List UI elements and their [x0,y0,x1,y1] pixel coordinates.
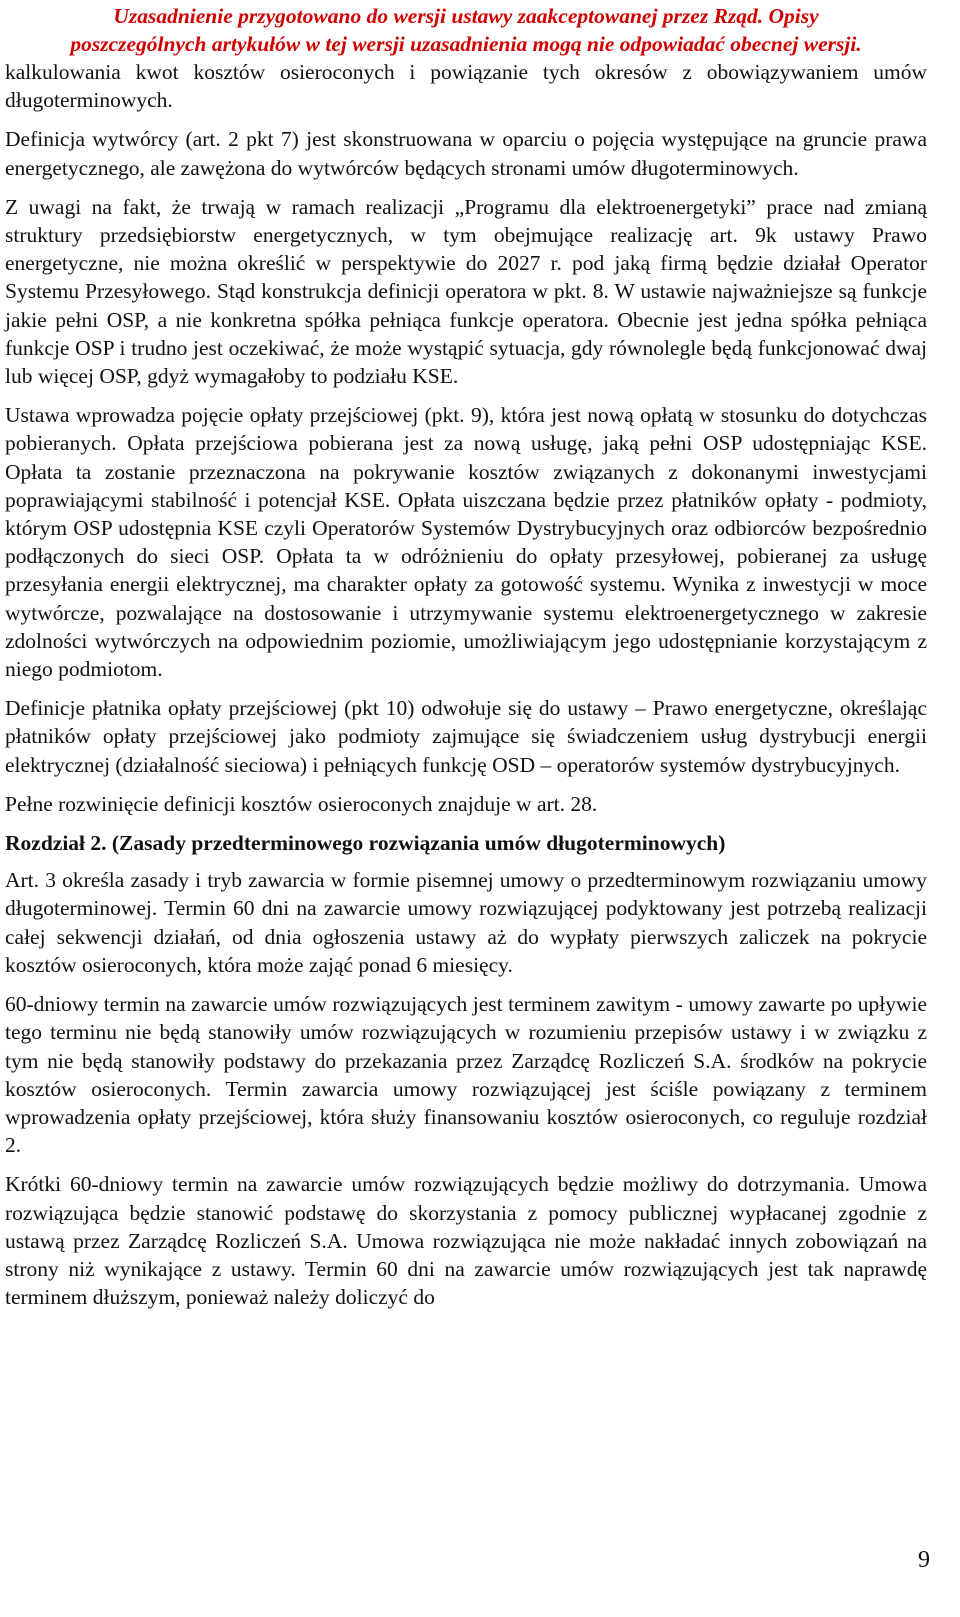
draft-notice [5,2,927,58]
paragraph-producer-definition: Definicja wytwórcy (art. 2 pkt 7) jest skonstruowana w oparciu o pojęcia występujące na gruncie prawa energetycznego, ale zawężona do wytwórców będących stronami umów długoterminowych. [5,127,927,180]
paragraph-short-deadline: Krótki 60-dniowy termin na zawarcie umów rozwiązujących będzie możliwy do dotrzymania. Umowa rozwiązująca będzie stanowić podstawę do skorzystania z pomocy publicznej wypłacanej zgodnie z ustawą przez Zarządcę Rozliczeń S.A. Umowa rozwiązująca nie może nakładać innych zobowiązań na strony niż wynikające z ustawy. Termin 60 dni na zawarcie umów rozwiązujących jest tak naprawdę terminem dłuższym, ponieważ należy doliczyć do [5,1172,927,1310]
document-page [0,2,960,1617]
paragraph-60-day-deadline: 60-dniowy termin na zawarcie umów rozwiązujących jest terminem zawitym - umowy zawarte po upływie tego terminu nie będą stanowiły umów rozwiązujących w rozumieniu przepisów ustawy i w związku z tym nie będą stanowiły podstawy do przekazania przez Zarządcę Rozliczeń S.A. środków na pokrycie kosztów osieroconych. Termin zawarcia umowy rozwiązującej jest ściśle powiązany z terminem wprowadzenia opłaty przejściowej, która służy finansowaniu kosztów osieroconych, co reguluje rozdział 2. [5,992,927,1158]
page-number: 9 [918,1547,930,1573]
paragraph-continuation: kalkulowania kwot kosztów osieroconych i powiązanie tych okresów z obowiązywaniem umów długoterminowych. [5,60,927,113]
draft-notice-line-1: Uzasadnienie przygotowano do wersji ustawy zaakceptowanej przez Rząd. Opisy [113,4,819,28]
paragraph-fee-payer-definition: Definicje płatnika opłaty przejściowej (pkt 10) odwołuje się do ustawy – Prawo energetyczne, określając płatników opłaty przejściowej jako podmioty zajmujące się świadczeniem usług dystrybucji energii elektrycznej (działalność sieciowa) i pełniących funkcję OSD – operatorów systemów dystrybucyjnych. [5,696,927,777]
paragraph-stranded-costs-reference: Pełne rozwinięcie definicji kosztów osieroconych znajduje w art. 28. [5,791,598,816]
draft-notice-line-2: poszczególnych artykułów w tej wersji uzasadnienia mogą nie odpowiadać obecnej wersji. [70,32,862,56]
chapter-heading: Rozdział 2. (Zasady przedterminowego rozwiązania umów długoterminowych) [5,831,726,856]
paragraph-transition-fee: Ustawa wprowadza pojęcie opłaty przejściowej (pkt. 9), która jest nową opłatą w stosunku do dotychczas pobieranych. Opłata przejściowa pobierana jest za nową usługę, jaką pełni OSP udostępniając KSE. Opłata ta zostanie przeznaczona na pokrywanie kosztów związanych z dokonanymi inwestycjami poprawiającymi stabilność i potencjał KSE. Opłata uiszczana będzie przez płatników opłaty - podmioty, którym OSP udostępnia KSE czyli Operatorów Systemów Dystrybucyjnych oraz odbiorców bezpośrednio podłączonych do sieci OSP. Opłata ta w odróżnieniu do opłaty przesyłowej, pobieranej za usługę przesyłania energii elektrycznej, ma charakter opłaty za gotowość systemu. Wynika z inwestycji w moce wytwórcze, pozwalające na dostosowanie i utrzymywanie systemu elektroenergetycznego w zakresie zdolności wytwórczych na odpowiednim poziomie, umożliwiającym jego udostępnianie korzystającym z niego podmiotom. [5,403,927,682]
paragraph-article-3: Art. 3 określa zasady i tryb zawarcia w formie pisemnej umowy o przedterminowym rozwiązaniu umowy długoterminowej. Termin 60 dni na zawarcie umowy rozwiązującej podyktowany jest potrzebą realizacji całej sekwencji działań, od dnia ogłoszenia ustawy aż do wypłaty pierwszych zaliczek na pokrycie kosztów osieroconych, która może zająć ponad 6 miesięcy. [5,868,927,977]
paragraph-operator-definition: Z uwagi na fakt, że trwają w ramach realizacji „Programu dla elektroenergetyki” prace nad zmianą struktury przedsiębiorstw energetycznych, w tym obejmujące realizację art. 9k ustawy Prawo energetyczne, nie można określić w perspektywie do 2027 r. pod jaką firmą będzie działał Operator Systemu Przesyłowego. Stąd konstrukcja definicji operatora w pkt. 8. W ustawie najważniejsze są funkcje jakie pełni OSP, a nie konkretna spółka pełniąca funkcje operatora. Obecnie jest jedna spółka pełniąca funkcje OSP i trudno jest oczekiwać, że może wystąpić sytuacja, gdy równolegle będą funkcjonować dwaj lub więcej OSP, gdyż wymagałoby to podziału KSE. [5,194,927,389]
